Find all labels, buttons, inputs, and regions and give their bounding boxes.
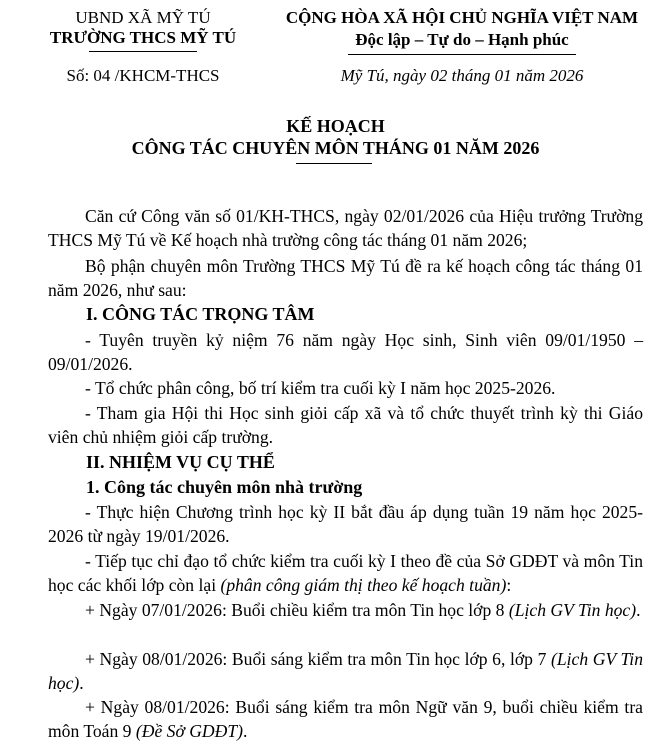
section-2-item-1: - Thực hiện Chương trình học kỳ II bắt đầu áp dụng tuần 19 năm học 2025-2026 từ ngày 19/01/2026. (48, 502, 643, 546)
exam-item-1-text: + Ngày 07/01/2026: Buổi chiều kiểm tra môn Tin học lớp 8 (85, 600, 509, 620)
exam-item-1-end: . (636, 600, 641, 620)
exam-item-2 (48, 647, 643, 695)
exam-item-3-note: (Đề Sở GDĐT) (135, 721, 243, 741)
exam-item-3 (48, 695, 643, 743)
section-2-item-2 (48, 549, 643, 597)
school-name: TRƯỜNG THCS MỸ TÚ (49, 28, 237, 47)
org-name: UBND XÃ MỸ TÚ (75, 8, 211, 27)
exam-item-3-text: + Ngày 08/01/2026: Buổi sáng kiểm tra môn Ngữ văn 9, buổi chiều kiểm tra môn Toán 9 (48, 697, 643, 741)
exam-item-2-text: + Ngày 08/01/2026: Buổi sáng kiểm tra môn Tin học lớp 6, lớp 7 (85, 649, 551, 669)
section-2-item-2-text: - Tiếp tục chỉ đạo tổ chức kiểm tra cuối kỳ I theo đề của Sở GDĐT và môn Tin học các khối lớp còn lại (48, 551, 643, 595)
section-1-item-2: - Tổ chức phân công, bố trí kiểm tra cuối kỳ I năm học 2025-2026. (85, 378, 556, 398)
motto-underline (348, 54, 576, 55)
section-2-item-2-end: : (506, 575, 512, 595)
section-2-subheading: 1. Công tác chuyên môn nhà trường (86, 477, 363, 497)
exam-item-1 (48, 598, 643, 622)
title-underline (296, 163, 372, 164)
exam-item-2-note: (Lịch GV Tin học) (48, 649, 643, 693)
intro-paragraph-1: Căn cứ Công văn số 01/KH-THCS, ngày 02/01/2026 của Hiệu trưởng Trường THCS Mỹ Tú về Kế hoạch nhà trường công tác tháng 01 năm 2026; (48, 206, 643, 250)
section-1-heading: I. CÔNG TÁC TRỌNG TÂM (86, 304, 315, 324)
doc-title: KẾ HOẠCH (286, 116, 385, 136)
school-underline (89, 51, 197, 52)
section-2-item-2-note: (phân công giám thị theo kế hoạch tuần) (220, 575, 507, 595)
doc-subtitle: CÔNG TÁC CHUYÊN MÔN THÁNG 01 NĂM 2026 (131, 138, 540, 158)
exam-item-1-note: (Lịch GV Tin học) (508, 600, 637, 620)
section-1-item-3: - Tham gia Hội thi Học sinh giỏi cấp xã và tổ chức thuyết trình kỳ thi Giáo viên chủ nhiệm giỏi cấp trường. (48, 403, 643, 447)
doc-number: Số: 04 /KHCM-THCS (66, 66, 220, 85)
intro-paragraph-2: Bộ phận chuyên môn Trường THCS Mỹ Tú đề ra kế hoạch công tác tháng 01 năm 2026, như sau: (48, 256, 643, 300)
section-2-heading: II. NHIỆM VỤ CỤ THỂ (86, 452, 275, 472)
nation-motto: Độc lập – Tự do – Hạnh phúc (355, 30, 569, 49)
exam-item-2-end: . (79, 673, 84, 693)
section-1-item-1: - Tuyên truyền kỷ niệm 76 năm ngày Học sinh, Sinh viên 09/01/1950 – 09/01/2026. (48, 330, 643, 374)
exam-item-3-end: . (243, 721, 248, 741)
nation-name: CỘNG HÒA XÃ HỘI CHỦ NGHĨA VIỆT NAM (285, 8, 639, 27)
place-date: Mỹ Tú, ngày 02 tháng 01 năm 2026 (340, 66, 584, 85)
